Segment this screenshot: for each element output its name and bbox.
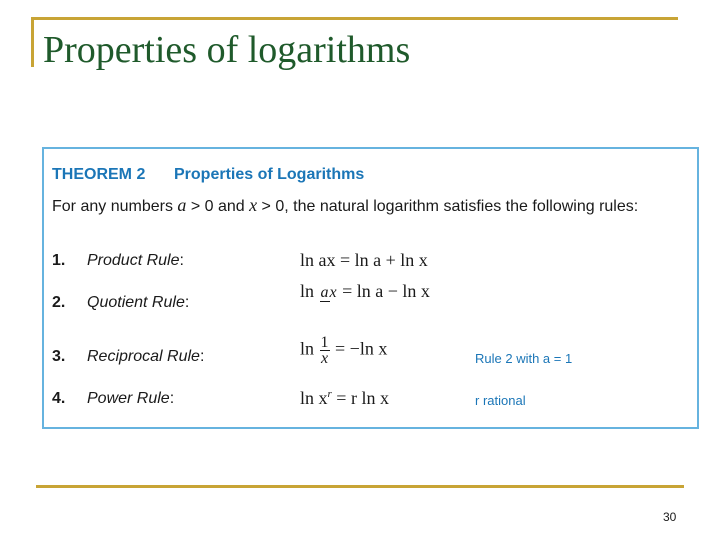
top-rule [31, 17, 678, 20]
rule-name-reciprocal: Reciprocal Rule: [87, 348, 205, 365]
rule-name-quotient: Quotient Rule: [87, 294, 190, 311]
note-reciprocal: Rule 2 with a = 1 [475, 351, 573, 366]
theorem-intro: For any numbers a > 0 and x > 0, the natural logarithm satisfies the following rules: [52, 195, 639, 215]
rule-number: 3. [52, 348, 66, 365]
left-rule [31, 17, 34, 67]
theorem-label: THEOREM 2 [52, 166, 146, 183]
rule-number: 1. [52, 252, 66, 269]
rule-number: 2. [52, 294, 66, 311]
theorem-name: Properties of Logarithms [174, 166, 365, 183]
note-power: r rational [475, 393, 526, 408]
fraction: $\frac{1}{x}$ [320, 334, 329, 367]
rule-name-power: Power Rule: [87, 390, 175, 407]
rule-name-product: Product Rule: [87, 252, 184, 269]
page-number: 30 [663, 510, 677, 524]
formula-quotient: ln ax = ln a − ln x [300, 281, 430, 302]
formula-power: $\ln x^r = r$ ln x [300, 388, 389, 408]
formula-reciprocal: ln $\frac{1}{x} = -\ln$ x [300, 334, 388, 367]
rule-number: 4. [52, 390, 66, 407]
fraction: ax [320, 284, 337, 302]
bottom-rule [36, 485, 684, 488]
theorem-box [42, 147, 699, 429]
formula-product: ln ax = ln a + ln x [300, 250, 428, 270]
slide-title: Properties of logarithms [43, 29, 411, 71]
